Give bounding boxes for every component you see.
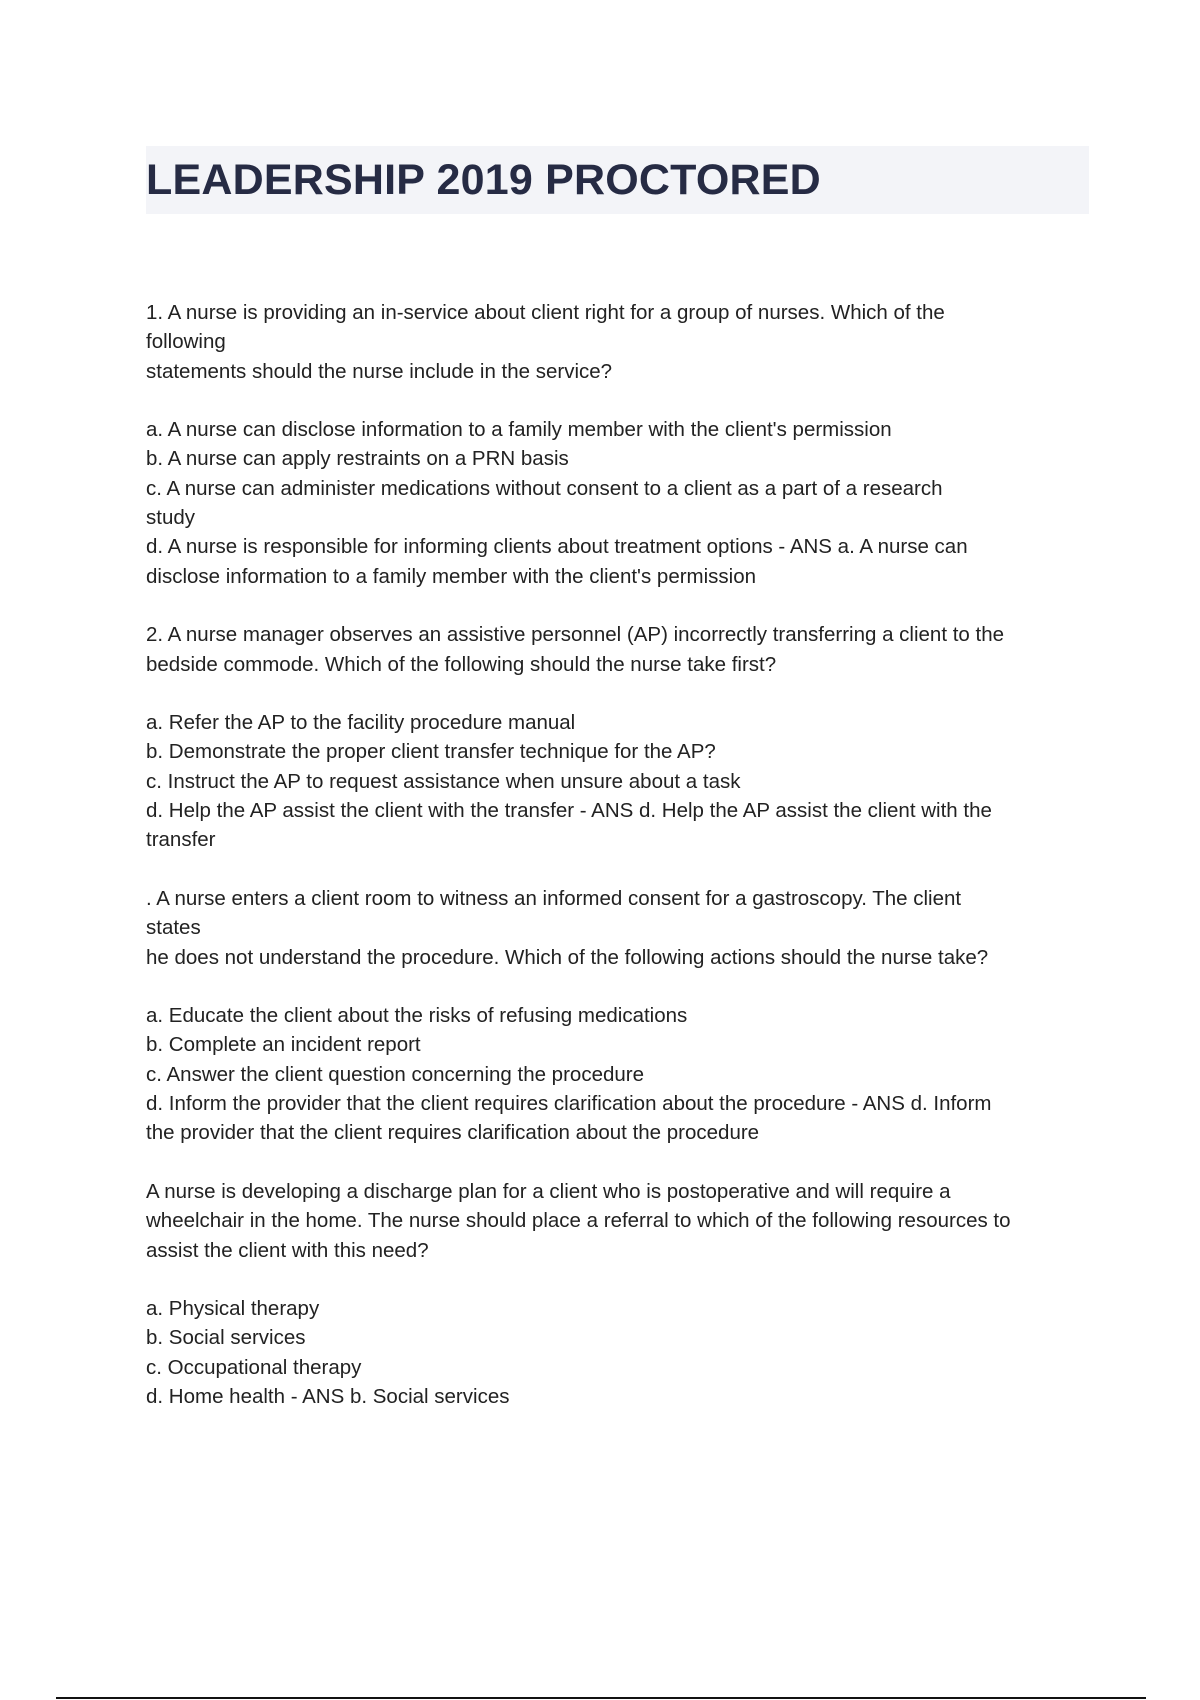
option-line: a. Physical therapy — [146, 1297, 320, 1321]
question-4 — [146, 1177, 1096, 1411]
option-line: c. Occupational therapy — [146, 1355, 362, 1379]
stem-line: following — [146, 330, 226, 354]
option-line: b. Demonstrate the proper client transfer technique for the AP? — [146, 740, 716, 764]
option-line: transfer — [146, 828, 216, 852]
answer-options — [146, 415, 1096, 591]
stem-line: 1. A nurse is providing an in-service about client right for a group of nurses. Which of the — [146, 301, 945, 324]
question-stem — [146, 1177, 1096, 1265]
option-line: a. A nurse can disclose information to a family member with the client's permission — [146, 418, 892, 442]
stem-line: . A nurse enters a client room to witness an informed consent for a gastroscopy. The client — [146, 886, 962, 910]
option-line: a. Refer the AP to the facility procedure manual — [146, 711, 576, 735]
option-line: c. A nurse can administer medications without consent to a client as a part of a research — [146, 476, 943, 500]
option-line: disclose information to a family member with the client's permission — [146, 564, 757, 588]
stem-line: assist the client with this need? — [146, 1238, 429, 1262]
option-line: b. A nurse can apply restraints on a PRN basis — [146, 447, 569, 471]
option-line: d. A nurse is responsible for informing clients about treatment options - ANS a. A nurse can — [146, 535, 968, 559]
question-stem — [146, 298, 1096, 386]
stem-line: 2. A nurse manager observes an assistive personnel (AP) incorrectly transferring a client to the — [146, 623, 1005, 647]
stem-line: A nurse is developing a discharge plan for a client who is postoperative and will require a — [146, 1179, 951, 1203]
option-line: d. Help the AP assist the client with the transfer - ANS d. Help the AP assist the client with the — [146, 799, 992, 823]
option-line: a. Educate the client about the risks of refusing medications — [146, 1004, 688, 1028]
answer-options — [146, 1001, 1096, 1147]
stem-line: states — [146, 916, 201, 940]
question-list — [146, 298, 1096, 1441]
answer-options — [146, 708, 1096, 854]
page-divider — [56, 1697, 1146, 1699]
option-line: d. Home health - ANS b. Social services — [146, 1384, 510, 1408]
question-1 — [146, 298, 1096, 591]
question-2 — [146, 620, 1096, 854]
option-line: study — [146, 506, 195, 530]
question-3 — [146, 884, 1096, 1148]
document-title: LEADERSHIP 2019 PROCTORED — [146, 155, 821, 204]
stem-line: bedside commode. Which of the following should the nurse take first? — [146, 652, 777, 676]
option-line: d. Inform the provider that the client requires clarification about the procedure - ANS d. Inform — [146, 1092, 992, 1116]
title-banner — [146, 146, 1089, 214]
answer-options — [146, 1294, 1096, 1411]
option-line: c. Instruct the AP to request assistance when unsure about a task — [146, 769, 741, 793]
option-line: the provider that the client requires clarification about the procedure — [146, 1121, 760, 1145]
stem-line: statements should the nurse include in the service? — [146, 359, 613, 383]
stem-line: wheelchair in the home. The nurse should place a referral to which of the following resources to — [146, 1209, 1011, 1233]
option-line: b. Complete an incident report — [146, 1033, 421, 1057]
stem-line: he does not understand the procedure. Which of the following actions should the nurse take? — [146, 945, 989, 969]
option-line: b. Social services — [146, 1326, 306, 1350]
question-stem — [146, 884, 1096, 972]
option-line: c. Answer the client question concerning the procedure — [146, 1062, 644, 1086]
question-stem — [146, 620, 1096, 679]
